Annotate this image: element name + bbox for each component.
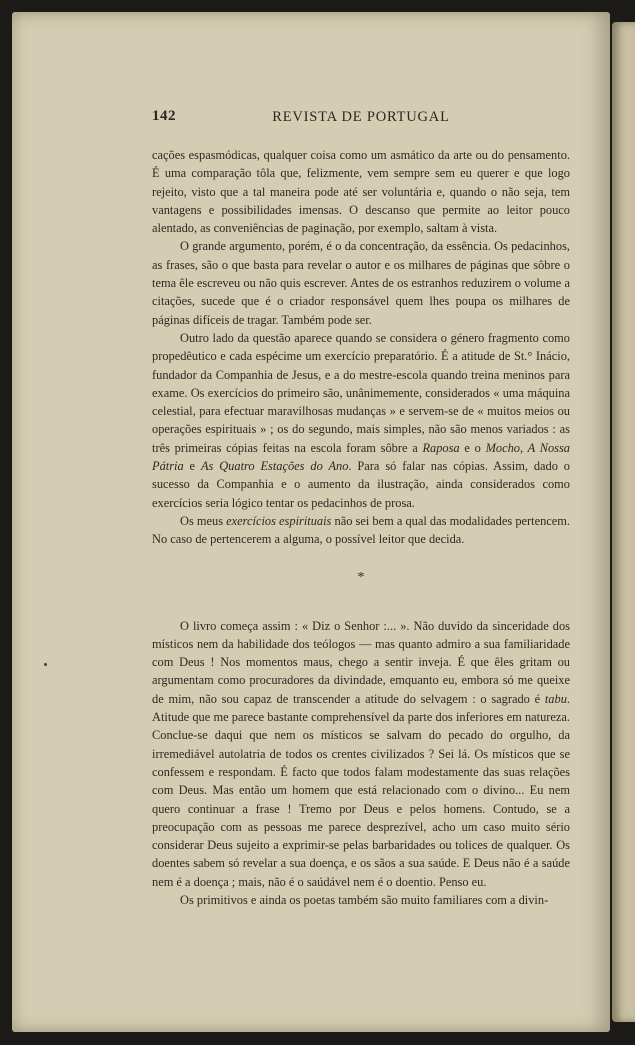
paragraph-3 <box>152 329 570 512</box>
running-head: REVISTA DE PORTUGAL <box>272 109 450 125</box>
p3-italic-2: Mocho, A Nossa Pátria <box>152 440 570 474</box>
p3-italic-1: Raposa <box>422 440 460 455</box>
p5-italic: tabu <box>544 691 567 706</box>
body-text <box>152 146 570 909</box>
p5-text-2: . Atitude que me parece bastante comprehensível da parte dos inferiores em natureza. Conclue-se daqui que nem os místicos se salvam do pecado do orgulho, da irremediável autolatria de todos os crentes civilizados ? Sei lá. Os místicos que se confessem e respondam. É facto que todos falam modestamente das suas relações com Deus. Mas então um homem que está relacionado com o divino... Eu nem quero continuar a frase ! Tremo por Deus e pelos homens. Contudo, se a preocupação com as pessoas me parece desprezível, acho um caso muito sério considerar Deus sujeito a exprimir-se pelas barbaridades ou tolices de qualquer. Os doentes sabem só revelar a sua doença, e os sãos a sua saúde. E Deus não é a saúde nem é a doença ; mais, não é o saúdável nem é o doentio. Penso eu. <box>152 691 570 889</box>
p3-text: Outro lado da questão aparece quando se considera o género fragmento como propedêutico e cada espécime um exercício preparatório. É a atitude de St.° Inácio, fundador da Companhia de Jesus, e a do mestre-escola quando treina meninos para exame. Os exercícios do primeiro são, unânimemente, considerados « uma máquina celestial, para efectuar maravilhosas mudanças » e servem-se de « muitos meios ou operações espirituais » ; os do segundo, mais simples, não são menos variados : as três primeiras cópias feitas na escola foram sôbre a <box>152 330 570 455</box>
p5-text: O livro começa assim : « Diz o Senhor :... ». Não duvido da sinceridade dos místicos nem da habilidade dos teólogos — mas quanto admiro a sua familiaridade com Deus ! Nos momentos maus, chego a sentir inveja. É que êles gritam ou argumentam como procuradores da divindade, emquanto eu, embora só me queixe de mim, não sou capaz de transcender a atitude do selvagem : o sagrado é <box>152 618 570 706</box>
p4-text: Os meus <box>180 513 227 528</box>
page-header <box>152 108 570 130</box>
paragraph-1: cações espasmódicas, qualquer coisa como um asmático da arte ou do pensamento. É uma comparação tôla que, felizmente, vem sempre sem eu querer e que logo rejeito, visto que a tal maneira pode até ser voluntária e, quando o não seja, tem vantagens e possibilidades imensas. O descanso que permite ao leitor pouco alentado, as conveniências de paginação, por exemplo, saltam à vista. <box>152 148 570 236</box>
p3-text-4: . Para só falar nas cópias. Assim, dado o sucesso da Companhia e o aumento da ilustração, ainda considerados como exercícios seria lógico tentar os pedacinhos de prosa. <box>152 459 570 510</box>
margin-mark <box>44 663 47 666</box>
paragraph-4 <box>152 512 570 549</box>
adjacent-page-edge <box>612 22 635 1022</box>
paragraph-6: Os primitivos e ainda os poetas também são muito familiares com a divin- <box>180 892 549 907</box>
p3-text-3: e <box>183 459 201 474</box>
page-number: 142 <box>152 108 176 124</box>
p3-italic-3: As Quatro Estações do Ano <box>200 459 349 474</box>
paragraph-5 <box>152 617 570 891</box>
p4-italic: exercícios espirituais <box>226 513 332 528</box>
p4-text-2: não sei bem a qual das modalidades pertencem. No caso de pertencerem a alguma, o possível leitor que decida. <box>152 513 571 547</box>
p3-text-2: e o <box>459 440 486 455</box>
section-separator: * <box>357 569 365 585</box>
paragraph-2: O grande argumento, porém, é o da concentração, da essência. Os pedacinhos, as frases, são o que basta para revelar o autor e os milhares de páginas que sôbre o tema êle escreveu ou não quis escrever. Antes de os estranhos reduzirem o volume a citações, sucede que é o criador responsável quem lhes poupa os milhares de páginas difíceis de tragar. Também pode ser. <box>152 239 570 327</box>
